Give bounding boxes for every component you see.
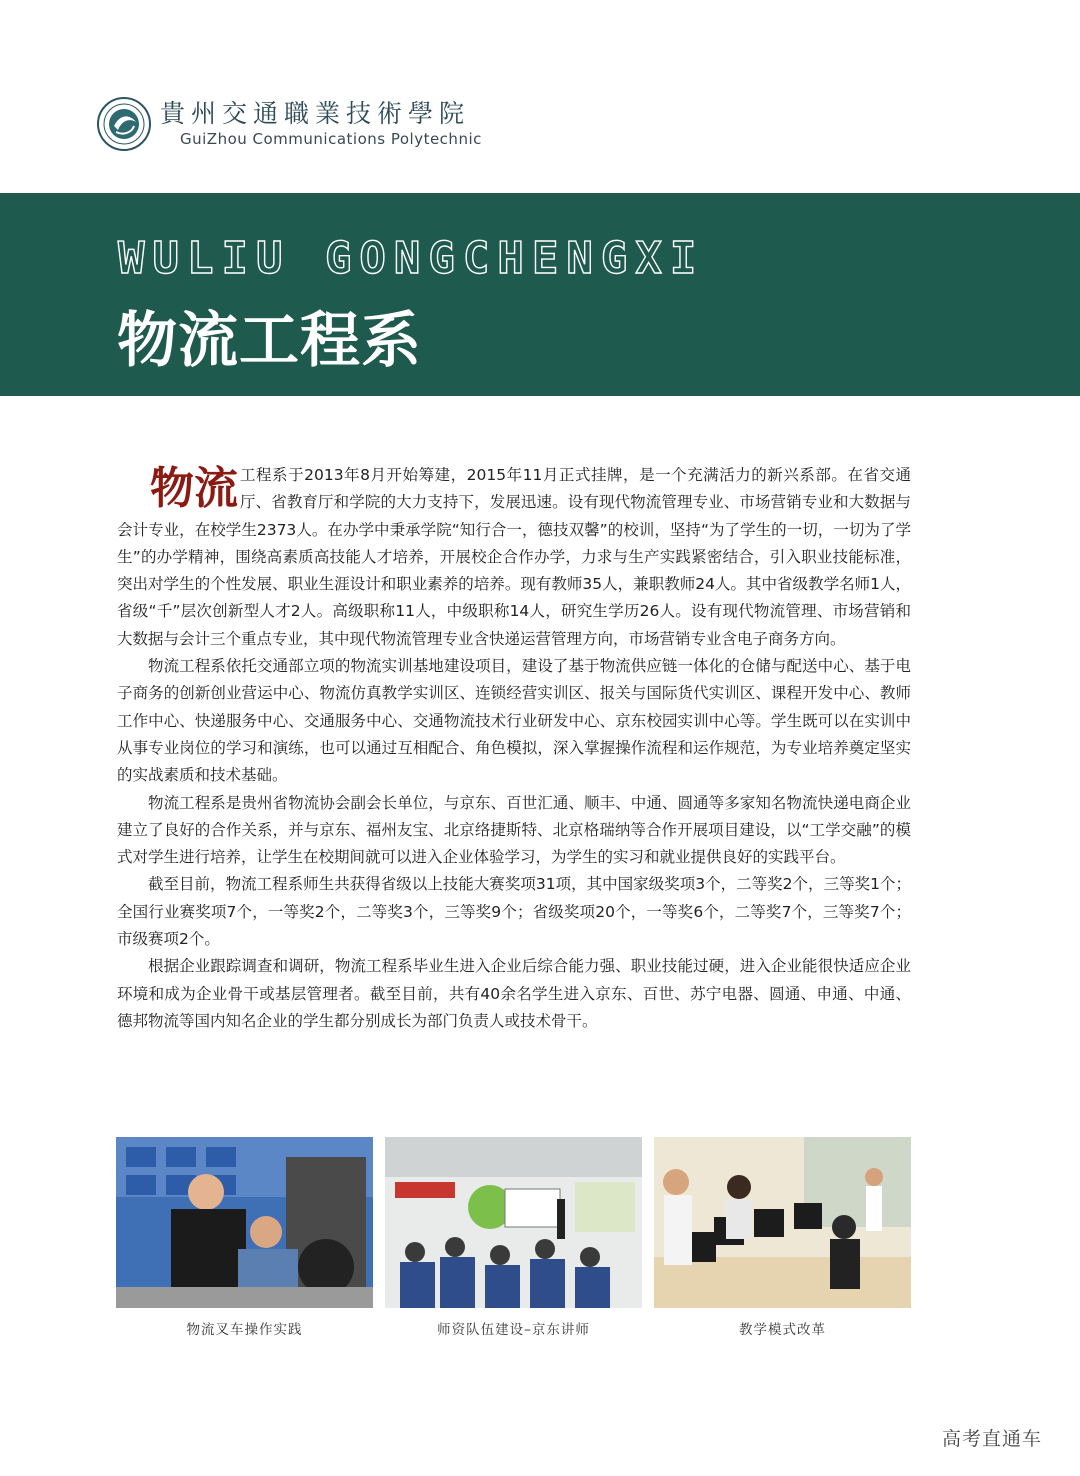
source-watermark: 高考直通车: [942, 1428, 1043, 1450]
paragraph-text: 工程系于2013年8月开始筹建，2015年11月正式挂牌，是一个充满活力的新兴系部。在省交通厅、省教育厅和学院的大力支持下，发展迅速。设有现代物流管理专业、市场营销专业和大数据与会计专业，在校学生2373人。在办学中秉承学院“知行合一，德技双馨”的校训，坚持“为了学生的一切，一切为了学生”的办学精神，围绕高素质高技能人才培养，开展校企合作办学，力求与生产实践紧密结合，引入职业技能标准，突出对学生的个性发展、职业生涯设计和职业素养的培养。现有教师35人，兼职教师24人。其中省级教学名师1人，省级“千”层次创新型人才2人。高级职称11人，中级职称14人，研究生学历26人。设有现代物流管理、市场营销和大数据与会计三个重点专业，其中现代物流管理专业含快递运营管理方向，市场营销专业含电子商务方向。: [117, 466, 911, 648]
article-paragraph-3: 物流工程系是贵州省物流协会副会长单位，与京东、百世汇通、顺丰、中通、圆通等多家知名物流快递电商企业建立了良好的合作关系，并与京东、福州友宝、北京络捷斯特、北京格瑞纳等合作开展项目建设，以“工学交融”的模式对学生进行培养，让学生在校期间就可以进入企业体验学习，为学生的实习和就业提供良好的实践平台。: [117, 793, 911, 867]
college-header: [96, 92, 576, 156]
forklift-photo-illustration: [116, 1137, 373, 1308]
photo-teaching-reform: [654, 1137, 911, 1308]
article-body: [117, 462, 911, 1035]
banner-pinyin-text: WULIU GONGCHENGXI: [118, 233, 705, 284]
department-banner: [0, 193, 1080, 396]
photo-jd-lecturer: [385, 1137, 642, 1308]
school-name-english: GuiZhou Communications Polytechnic: [180, 130, 482, 148]
school-name-chinese: 貴州交通職業技術學院: [160, 99, 471, 128]
computer-lab-photo-illustration: [654, 1137, 911, 1308]
article-paragraph-4: 截至目前，物流工程系师生共获得省级以上技能大赛奖项31项，其中国家级奖项3个，二等奖2个，三等奖1个；全国行业赛奖项7个，一等奖2个，二等奖3个，三等奖9个；省级奖项20个，一等奖6个，二等奖7个，三等奖7个；市级赛项2个。: [117, 875, 911, 949]
college-seal-logo: [96, 96, 152, 152]
photo-forklift-practice: [116, 1137, 373, 1308]
photo-caption-3: 教学模式改革: [739, 1322, 826, 1338]
banner-pinyin-title: [118, 233, 704, 284]
dropcap-heading: 物流: [150, 463, 238, 514]
article-paragraph-5: 根据企业跟踪调查和调研，物流工程系毕业生进入企业后综合能力强、职业技能过硬，进入企业能很快适应企业环境和成为企业骨干或基层管理者。截至目前，共有40余名学生进入京东、百世、苏宁电器、圆通、申通、中通、德邦物流等国内知名企业的学生都分别成长为部门负责人或技术骨干。: [117, 957, 911, 1030]
article-paragraph-2: 物流工程系依托交通部立项的物流实训基地建设项目，建设了基于物流供应链一体化的仓储与配送中心、基于电子商务的创新创业营运中心、物流仿真教学实训区、连锁经营实训区、报关与国际货代实训区、课程开发中心、教师工作中心、快递服务中心、交通服务中心、交通物流技术行业研发中心、京东校园实训中心等。学生既可以在实训中从事专业岗位的学习和演练，也可以通过互相配合、角色模拟，深入掌握操作流程和运作规范，为专业培养奠定坚实的实战素质和技术基础。: [117, 657, 911, 785]
photo-caption-2: 师资队伍建设–京东讲师: [437, 1322, 590, 1338]
banner-department-title: 物流工程系: [117, 306, 422, 376]
photo-caption-1: 物流叉车操作实践: [186, 1322, 303, 1338]
article-paragraph-1: [117, 462, 911, 653]
photo-strip: [116, 1137, 911, 1347]
classroom-photo-illustration: [385, 1137, 642, 1308]
